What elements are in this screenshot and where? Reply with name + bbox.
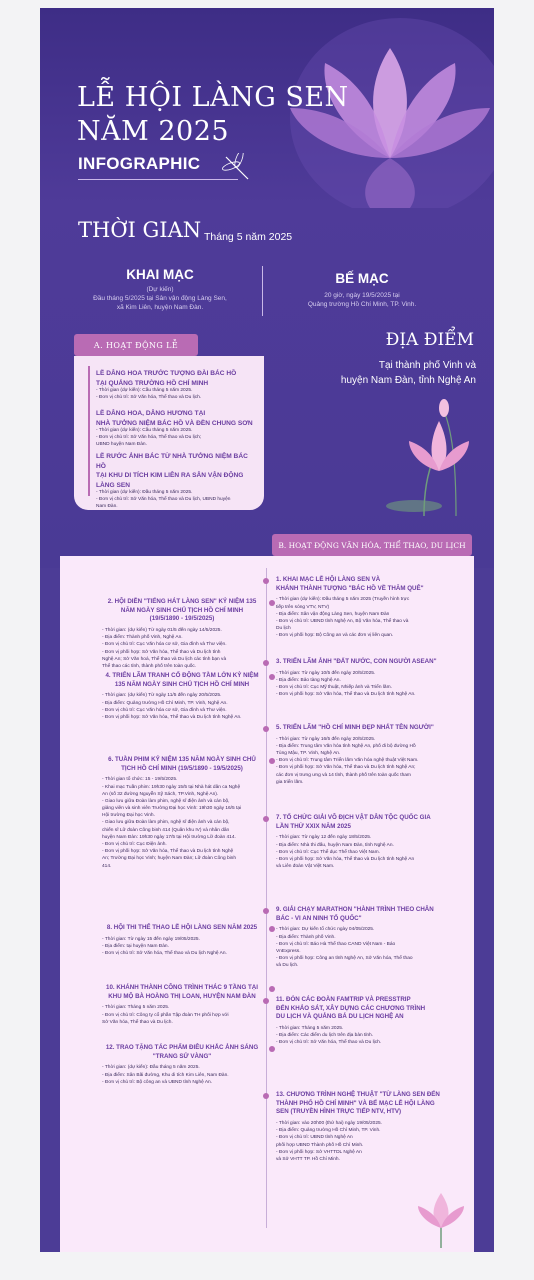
item-detail-line: - Đơn vị phối hợp: Sở Văn hóa, Thể thao và Du lịch tỉnh Nghệ An. — [102, 714, 242, 720]
item-detail-line: - Đơn vị phối hợp: Sở VHTTDL Nghệ An — [276, 1149, 362, 1155]
section-a-card — [74, 356, 264, 510]
item-title: SEN (TRUYỀN HÌNH TRỰC TIẾP NTV, HTV) — [276, 1108, 402, 1116]
section-b-item — [276, 1091, 470, 1163]
item-detail-line: Tùng Mậu, TP. Vinh, Nghệ An. — [276, 751, 341, 757]
section-a-tab: A. HOẠT ĐỘNG LỄ — [74, 334, 198, 356]
item-detail-line: Hội trường Đại học Vinh. — [102, 813, 155, 819]
a2-line-3: UBND huyện Nam Đàn. — [96, 442, 147, 447]
item-detail-line: - Đơn vị chủ trì: Cục Thể dục Thể thao Việt Nam. — [276, 849, 380, 855]
item-detail-line: - Đơn vị phối hợp: Bộ Công an và các đơn vị liên quan. — [276, 633, 394, 639]
item-detail-line: - Thời gian: Tháng 5 năm 2025. — [102, 1005, 170, 1011]
a2-title-2: NHÀ TƯỞNG NIỆM BÁC HỒ VÀ ĐỀN CHUNG SƠN — [96, 419, 253, 427]
item-detail-line: - Đơn vị phối hợp: Sở Văn hóa, Thể thao và Du lịch tỉnh Nghệ — [102, 849, 234, 855]
item-title: NĂM NGÀY SINH CHỦ TỊCH HỒ CHÍ MINH — [120, 606, 244, 614]
item-detail-line: - Đơn vị chủ trì: UBND tỉnh Nghệ An — [276, 1135, 353, 1141]
item-title: 5. TRIỂN LÃM "HỒ CHÍ MINH ĐẸP NHẤT TÊN NGƯỜI" — [276, 724, 434, 731]
item-detail-line: - Đơn vị chủ trì: Sở Văn hóa, Thể thao và Du lịch Nghệ An. — [102, 951, 227, 957]
item-detail-line: - Địa điểm: Sân vận động Làng Sen, huyện Nam Đàn — [276, 611, 390, 617]
section-b-item — [276, 724, 470, 786]
item-detail-line: các đơn vị trưng ưng và 14 tỉnh, thành phố trên toàn quốc tham — [276, 772, 411, 778]
item-detail-line: - Địa điểm: Thành phố Vinh, Nghệ An. — [102, 635, 183, 641]
location-line-1: Tại thành phố Vinh và — [378, 360, 476, 371]
item-title: 2. HỘI DIỄN "TIẾNG HÁT LÀNG SEN" KỶ NIỆM 135 — [107, 598, 257, 605]
item-detail-line: - Địa điểm: Sân Bãi đường, Khu di tích Kim Liên, Nam Đàn. — [102, 1072, 229, 1078]
item-detail-line: An (số 32 đường Nguyễn Sỹ Sách, TP.Vinh, Nghệ An). — [102, 791, 219, 797]
item-detail-line: - Thời gian: Dự kiến tổ chức ngày 04/05/2025. — [276, 927, 375, 933]
item-detail-line: - Đơn vị phối hợp: Sở Văn hóa, Thể thao và Du lịch tỉnh Nghệ An. — [276, 692, 416, 698]
item-title: "TRANG SỬ VÀNG" — [152, 1052, 212, 1060]
opening-detail-1: Đầu tháng 5/2025 tại Sân vận động Làng Sen, — [93, 295, 227, 302]
item-detail-line: - Địa điểm: Nhà thi đấu, huyện Nam Đàn, tỉnh Nghệ An. — [276, 842, 394, 848]
item-detail-line: - Địa điểm: Bảo tàng Nghệ An. — [276, 677, 341, 683]
item-detail-line: - Đơn vị phối hợp: Sở Văn hóa, Thể thao và Du lịch tỉnh — [102, 649, 221, 655]
item-title: 4. TRIỂN LÃM TRANH CỔ ĐỘNG TẦM LỚN KỶ NIỆM — [105, 672, 259, 679]
section-b-item — [102, 756, 262, 870]
item-title: LẦN THỨ XXIX NĂM 2025 — [276, 822, 351, 830]
item-title: 12. TRAO TẶNG TÁC PHẨM ĐIÊU KHẮC ẢNH SÁNG — [105, 1044, 259, 1051]
a1-line-1: - Thời gian (dự kiến): Cầu tháng 5 năm 2025. — [96, 388, 193, 394]
timeline-dot — [263, 908, 269, 914]
a3-title-1: LỄ RƯỚC ẢNH BÁC TỪ NHÀ TƯỞNG NIỆM BÁC HỒ — [96, 453, 248, 470]
a1-title-2: TẠI QUẢNG TRƯỜNG HỒ CHÍ MINH — [96, 379, 209, 387]
item-title: TỊCH HỒ CHÍ MINH (19/5/1890 - 19/5/2025) — [121, 764, 243, 772]
timeline-dot — [269, 926, 275, 932]
item-detail-line: giảng viên và sinh viên Trường Đại học Vinh: 19h30 ngày 16/5 tại — [102, 806, 242, 812]
opening-note: (Dự kiến) — [146, 286, 174, 293]
item-title: 9. GIẢI CHẠY MARATHON "HÀNH TRÌNH THEO CHÂN — [276, 906, 434, 913]
item-detail-line: phối hợp UBND Thành phố Hồ Chí Minh. — [276, 1142, 364, 1148]
timeline-dot — [263, 998, 269, 1004]
item-detail-line: và Du lịch. — [276, 963, 299, 969]
timeline-dot — [269, 674, 275, 680]
a2-line-2: - Đơn vị chủ trì: Sở Văn hóa, Thể thao và Du lịch; — [96, 435, 202, 441]
item-detail-line: - Thời gian: (dự kiến): Đầu tháng 5 năm 2025. — [102, 1065, 200, 1071]
location-title: ĐỊA ĐIỂM — [385, 330, 474, 350]
title-line-2: NĂM 2025 — [77, 116, 230, 147]
item-detail-line: Sở Văn hóa, Thể thao và Du lịch. — [102, 1019, 173, 1025]
item-detail-line: - Thời gian: Tháng 5 năm 2025. — [276, 1026, 344, 1032]
item-detail-line: - Giao lưu giữa Đoàn làm phim, nghệ sĩ điện ảnh và cán bộ, — [102, 820, 230, 826]
divider — [78, 179, 238, 180]
item-title: 8. HỘI THI THỂ THAO LỄ HỘI LÀNG SEN NĂM 2025 — [106, 924, 258, 931]
item-detail-line: - Đơn vị chủ trì: Sở Văn hóa, Thể thao và Du lịch. — [276, 1040, 382, 1046]
a3-title-2: TẠI KHU DI TÍCH KIM LIÊN RA SÂN VẬN ĐỘNG — [96, 472, 244, 480]
item-detail-line: - Đơn vị chủ trì: Công ty cổ phần Tập đoàn TH phối hợp với — [102, 1012, 229, 1018]
opening-detail-2: xã Kim Liên, huyện Nam Đàn. — [116, 304, 204, 311]
a3-title-3: LÀNG SEN — [96, 481, 131, 489]
timeline-dot — [269, 986, 275, 992]
item-title: 13. CHƯƠNG TRÌNH NGHỆ THUẬT "TỪ LÀNG SEN ĐẾN — [276, 1091, 440, 1098]
section-b-item — [102, 924, 262, 957]
closing-title: BẾ MẠC — [335, 271, 389, 286]
item-title: KHU MỘ BÀ HOÀNG THỊ LOAN, HUYỆN NAM ĐÀN — [108, 992, 256, 1000]
section-b-tab: B. HOẠT ĐỘNG VĂN HÓA, THỂ THAO, DU LỊCH — [272, 534, 472, 556]
item-title: 7. TỔ CHỨC GIẢI VÔ ĐỊCH VẬT DÂN TỘC QUỐC GIA — [276, 814, 431, 821]
time-value: Tháng 5 năm 2025 — [204, 231, 293, 243]
item-detail-line: - Đơn vị chủ trì: Cục Mỹ thuật, Nhiếp ảnh và Triển lãm. — [276, 685, 392, 691]
infographic-poster — [40, 8, 494, 1252]
time-heading: THỜI GIAN — [78, 218, 202, 242]
closing-detail-2: Quảng trường Hồ Chí Minh, TP. Vinh. — [307, 301, 417, 308]
dragonfly-icon — [220, 153, 254, 183]
section-b-item — [276, 814, 470, 870]
item-detail-line: - Địa điểm: Các điểm du lịch trên địa bàn tỉnh. — [276, 1033, 374, 1039]
a3-line-3: Nam Đàn. — [96, 504, 118, 510]
a1-line-2: - Đơn vị chủ trì: Sở Văn hóa, Thể thao và Du lịch. — [96, 395, 202, 401]
timeline-line — [88, 366, 90, 496]
item-title: BÁC - VI AN NINH TỔ QUỐC" — [276, 914, 362, 922]
item-detail-line: - Đơn vị chủ trì: Trung tâm Triển lãm Văn hóa nghệ thuật Việt Nam. — [276, 758, 419, 764]
a3-line-1: - Thời gian (dự kiến): Đầu tháng 5 năm 2025. — [96, 490, 193, 496]
section-b-item — [102, 1044, 262, 1086]
item-detail-line: - Đơn vị chủ trì: Bộ công an và UBND tỉnh Nghệ An. — [102, 1079, 213, 1085]
item-detail-line: - Thời gian: (dự kiến) Từ ngày 01/5 đến ngày 14/5/2025. — [102, 628, 222, 634]
item-detail-line: VnExpress. — [276, 948, 301, 954]
section-b-item — [276, 576, 470, 639]
item-detail-line: - Địa điểm: Quảng trường Hồ Chí Minh, TP. Vinh. — [276, 1128, 381, 1134]
subtitle: INFOGRAPHIC — [78, 154, 201, 173]
timeline-dot — [263, 578, 269, 584]
section-b-item — [276, 906, 470, 969]
a2-line-1: - Thời gian (dự kiến): Cầu tháng 5 năm 2025. — [96, 428, 193, 434]
vertical-divider — [262, 266, 263, 316]
item-detail-line: An; Trường Đại học Vinh; huyện Nam Đàn; Lữ đoàn Công binh — [102, 856, 237, 862]
item-title: 6. TUẦN PHIM KỶ NIỆM 135 NĂM NGÀY SINH CHỦ — [108, 756, 256, 763]
item-title: 3. TRIỂN LÃM ẢNH "ĐẤT NƯỚC, CON NGƯỜI ASEAN" — [276, 658, 437, 665]
item-detail-line: - Thời gian: (dự kiến) Từ ngày 11/5 đến ngày 20/5/2025. — [102, 693, 222, 699]
item-title: 11. ĐÓN CÁC ĐOÀN FAMTRIP VÀ PRESSTRIP — [276, 996, 411, 1003]
item-detail-line: Nghệ An; Sở Văn hoá, Thể thao và Du lịch các tỉnh bạn và — [102, 656, 227, 662]
timeline-dot — [269, 1046, 275, 1052]
item-title: 135 NĂM NGÀY SINH CHỦ TỊCH HỒ CHÍ MINH — [114, 680, 250, 688]
item-detail-line: - Giao lưu giữa Đoàn làm phim, nghệ sĩ điện ảnh và cán bộ, — [102, 798, 230, 804]
item-detail-line: - Thời gian (dự kiến): Đầu tháng 5 năm 2025 (Truyền hình trực — [276, 597, 410, 603]
location-line-2: huyện Nam Đàn, tỉnh Nghệ An — [340, 375, 476, 386]
item-title: ĐẾN KHẢO SÁT, XÂY DỰNG CÁC CHƯƠNG TRÌNH — [276, 1004, 426, 1012]
item-detail-line: - Đơn vị phối hợp: Sở Văn hóa, Thể thao và Du lịch tỉnh Nghệ An — [276, 856, 415, 862]
closing-detail-1: 20 giờ, ngày 19/5/2025 tại — [324, 292, 400, 299]
title-line-1: LỄ HỘI LÀNG SEN — [77, 82, 349, 113]
item-title: 1. KHAI MẠC LỄ HỘI LÀNG SEN VÀ — [276, 576, 381, 583]
item-detail-line: - Địa điểm: Quảng trường Hồ Chí Minh, TP. Vinh, Nghệ An. — [102, 700, 228, 706]
timeline-center-line — [266, 568, 267, 1228]
item-detail-line: - Thời gian: vào 20h00 (thứ hai) ngày 19/05/2025. — [276, 1121, 383, 1127]
item-detail-line: - Thời gian: Từ ngày 10/5 đến ngày 20/5/2025. — [276, 670, 376, 676]
item-detail-line: - Đơn vị chủ trì: UBND tỉnh Nghệ An, Bộ Văn hóa, Thể thao và — [276, 618, 409, 624]
item-detail-line: chiến sĩ Lữ đoàn Công binh 414 (Quân khu IV) và nhân dân — [102, 827, 230, 833]
item-title: DU LỊCH VÀ QUẢNG BÁ DU LỊCH NGHỆ AN — [276, 1013, 404, 1021]
section-b-item — [276, 996, 470, 1047]
a2-title-1: LỄ DÂNG HOA, DÂNG HƯƠNG TẠI — [96, 410, 206, 417]
item-title: THÀNH PHỐ HỒ CHÍ MINH" VÀ BẾ MẠC LỄ HỘI LÀNG — [276, 1099, 435, 1107]
item-detail-line: - Địa điểm: tại huyện Nam Đàn. — [102, 943, 169, 949]
item-detail-line: và Sở VHTT TP. Hồ Chí Minh. — [276, 1156, 340, 1162]
item-detail-line: huyện Nam Đàn: 19h30 ngày 17/5 tại Hội trường Lữ đoàn 414. — [102, 834, 236, 840]
item-detail-line: - Địa điểm: Trung tâm Văn hóa tỉnh Nghệ An, phố đi bộ đường Hồ — [276, 743, 416, 749]
section-b-item — [102, 598, 262, 670]
item-detail-line: - Thời gian: Từ ngày 15 đến ngày 19/05/2025. — [102, 936, 200, 942]
item-detail-line: Thể thao các tỉnh, thành phố trên toàn quốc. — [102, 663, 197, 669]
section-b-item — [102, 672, 262, 721]
item-detail-line: - Đơn vị phối hợp: Sở Văn hóa, Thể thao và Du lịch tỉnh Nghệ An; — [276, 765, 416, 771]
item-detail-line: - Đơn vị chủ trì: Báo Hà Thể thao CAND Việt Nam - Báo — [276, 941, 396, 947]
item-title: KHÁNH THÀNH TƯỢNG "BÁC HỒ VỀ THĂM QUÊ" — [276, 584, 424, 592]
item-detail-line: - Đơn vị chủ trì: Cục Điện ảnh. — [102, 842, 167, 848]
opening-title: KHAI MẠC — [126, 267, 194, 282]
item-detail-line: - Đơn vị chủ trì: Cục Văn hóa cơ sở, Gia đình và Thư viện. — [102, 642, 227, 648]
item-detail-line: - Đơn vị phối hợp: Công an tỉnh Nghệ An, Sở Văn hóa, Thể thao — [276, 956, 413, 962]
item-detail-line: và Liên đoàn Vật Việt Nam. — [276, 864, 335, 870]
section-b-item — [276, 658, 470, 698]
timeline-dot — [269, 758, 275, 764]
lotus-bottom-illustration — [406, 1178, 476, 1248]
item-detail-line: - Đơn vị chủ trì: Cục Văn hóa cơ sở, Gia đình và Thư viện. — [102, 707, 227, 713]
a3-line-2: - Đơn vị chủ trì: Sở Văn hóa, Thể thao và Du lịch, UBND huyện — [96, 497, 231, 503]
item-detail-line: tiếp trên sóng VTV, NTV) — [276, 604, 330, 610]
item-detail-line: - Địa điểm: Thành phố Vinh. — [276, 934, 336, 940]
a1-title-1: LỄ DÂNG HOA TRƯỚC TƯỢNG ĐÀI BÁC HỒ — [96, 370, 237, 377]
timeline-dot — [263, 660, 269, 666]
section-b-item — [102, 984, 262, 1026]
item-title: 10. KHÁNH THÀNH CÔNG TRÌNH THÁC 9 TẦNG TẠI — [106, 984, 258, 991]
item-detail-line: gia triển lãm. — [276, 779, 304, 785]
timeline-dot — [263, 1093, 269, 1099]
item-title: (19/5/1890 - 19/5/2025) — [149, 615, 215, 623]
timeline-dot — [263, 726, 269, 732]
timeline-dot — [269, 600, 275, 606]
lotus-buds-illustration — [384, 396, 484, 516]
item-detail-line: - Thời gian tổ chức: 15 - 19/5/2025. — [102, 777, 178, 783]
item-detail-line: - Thời gian: Từ ngày 12 đến ngày 18/5/2025. — [276, 835, 372, 841]
item-detail-line: Du lịch — [276, 626, 291, 632]
item-detail-line: - Khai mạc Tuần phim: 19h30 ngày 15/5 tại Nhà hát dân ca Nghệ — [102, 784, 241, 790]
timeline-dot — [263, 816, 269, 822]
item-detail-line: 414. — [102, 863, 112, 869]
item-detail-line: - Thời gian: Từ ngày 16/5 đến ngày 20/5/2025. — [276, 736, 376, 742]
